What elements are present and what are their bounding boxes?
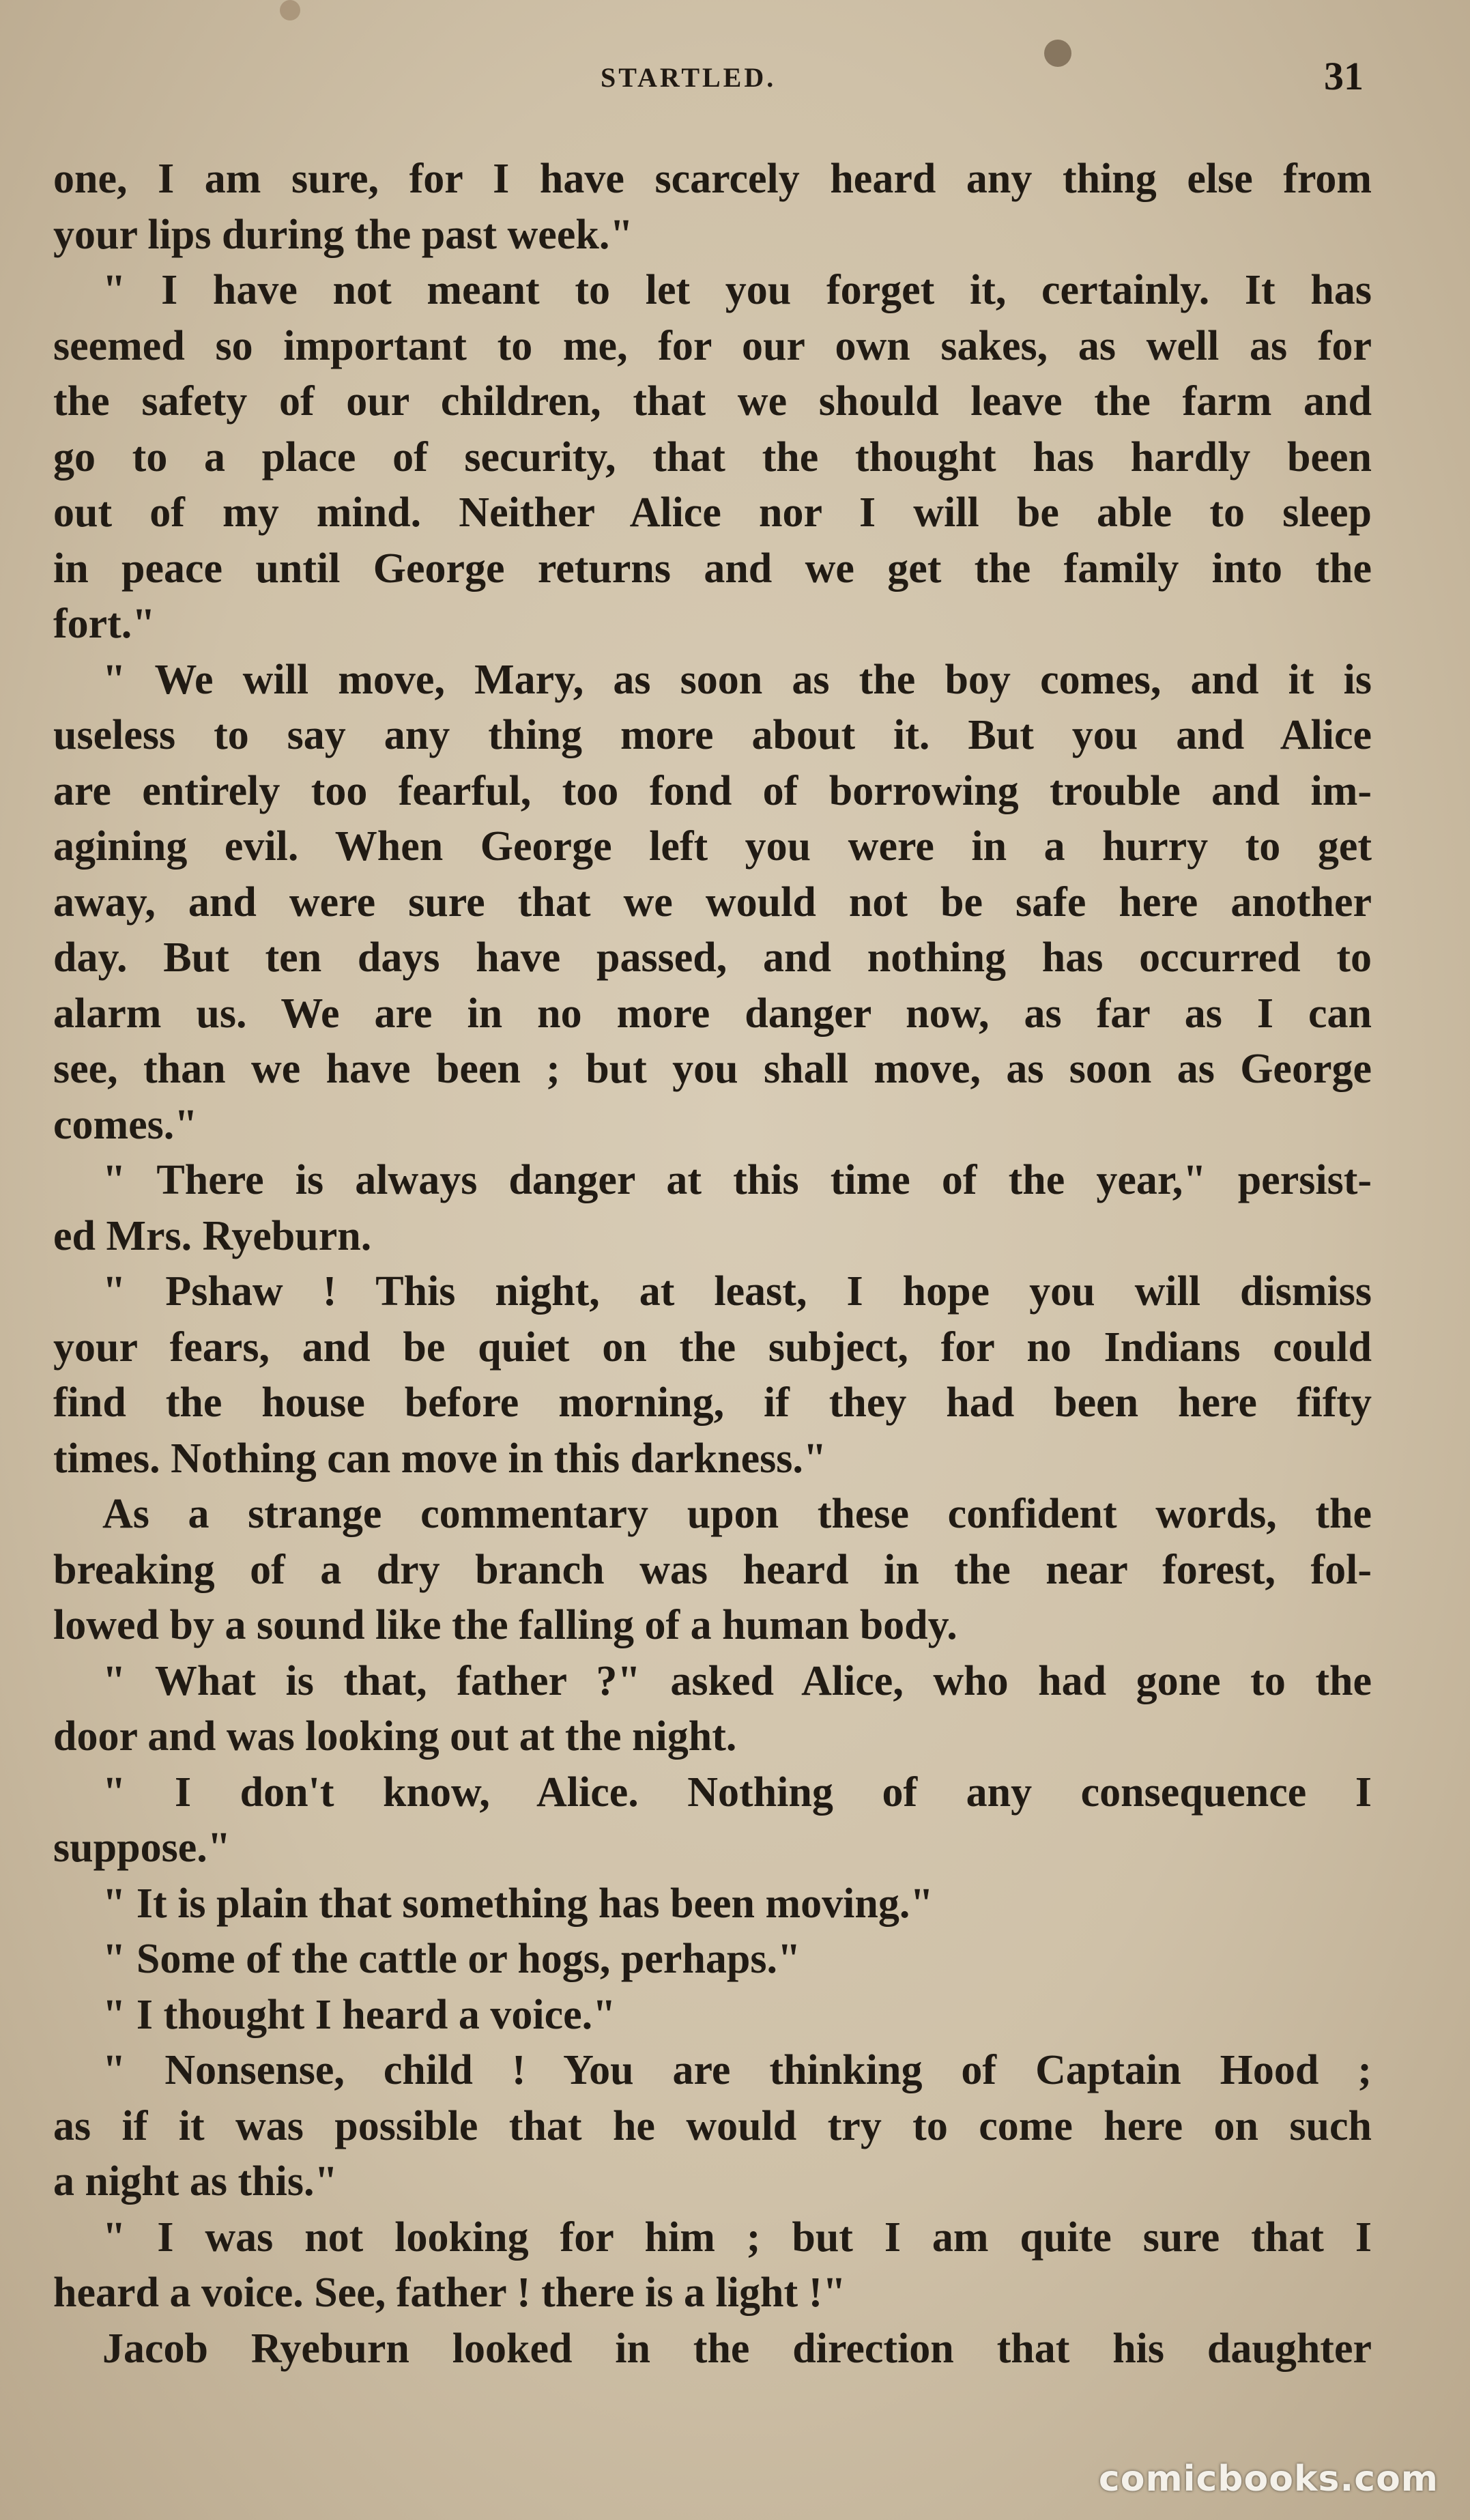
- text-line: " There is always danger at this time of the year," persist-: [102, 1157, 1372, 1203]
- text-line: useless to say any thing more about it. But you and Alice: [53, 712, 1372, 758]
- watermark: comicbooks.com: [1098, 2459, 1439, 2500]
- text-line: ed Mrs. Ryeburn.: [53, 1212, 372, 1259]
- text-line: " I thought I heard a voice.": [102, 1991, 616, 2038]
- text-line: " I was not looking for him ; but I am quite sure that I: [102, 2214, 1372, 2261]
- text-line: suppose.": [53, 1824, 231, 1871]
- text-line: your lips during the past week.": [53, 211, 633, 258]
- text-line: " It is plain that something has been moving.": [102, 1880, 934, 1927]
- text-line: alarm us. We are in no more danger now, as far as I can: [53, 990, 1372, 1037]
- text-line: times. Nothing can move in this darkness.": [53, 1435, 827, 1482]
- text-line: breaking of a dry branch was heard in the near forest, fol-: [53, 1546, 1372, 1593]
- paper-stain: [280, 0, 300, 20]
- text-line: fort.": [53, 601, 156, 647]
- text-line: find the house before morning, if they had been here fifty: [53, 1379, 1372, 1426]
- text-line: " I have not meant to let you forget it, certainly. It has: [102, 267, 1372, 313]
- text-line: as if it was possible that he would try to come here on such: [53, 2102, 1372, 2149]
- text-line: seemed so important to me, for our own sakes, as well as for: [53, 322, 1372, 369]
- text-line: " Nonsense, child ! You are thinking of Captain Hood ;: [102, 2047, 1372, 2093]
- text-line: are entirely too fearful, too fond of borrowing trouble and im-: [53, 767, 1372, 814]
- page-header: [0, 49, 1470, 104]
- text-line: " Pshaw ! This night, at least, I hope you will dismiss: [102, 1268, 1372, 1315]
- page-number: 31: [1324, 54, 1364, 98]
- text-line: " Some of the cattle or hogs, perhaps.": [102, 1936, 801, 1982]
- text-line: comes.": [53, 1101, 198, 1148]
- body-text: [53, 152, 1372, 2377]
- text-line: " I don't know, Alice. Nothing of any consequence I: [102, 1769, 1372, 1816]
- text-line: As a strange commentary upon these confident words, the: [102, 1491, 1372, 1537]
- text-line: agining evil. When George left you were in a hurry to get: [53, 823, 1372, 870]
- text-line: see, than we have been ; but you shall move, as soon as George: [53, 1046, 1372, 1092]
- text-line: away, and were sure that we would not be safe here another: [53, 878, 1372, 926]
- text-line: " What is that, father ?" asked Alice, who had gone to the: [102, 1657, 1372, 1704]
- text-line: in peace until George returns and we get the family into the: [53, 545, 1372, 592]
- text-line: door and was looking out at the night.: [53, 1713, 737, 1760]
- text-line: one, I am sure, for I have scarcely heard any thing else from: [53, 156, 1372, 202]
- text-line: heard a voice. See, father ! there is a light !": [53, 2270, 846, 2316]
- text-line: the safety of our children, that we should leave the farm and: [53, 378, 1372, 425]
- text-line: go to a place of security, that the thought has hardly been: [53, 433, 1372, 481]
- text-line: a night as this.": [53, 2158, 338, 2205]
- text-line: day. But ten days have passed, and nothing has occurred to: [53, 934, 1372, 981]
- running-title: STARTLED.: [601, 62, 777, 93]
- text-line: out of my mind. Neither Alice nor I will be able to sleep: [53, 489, 1372, 536]
- text-line: Jacob Ryeburn looked in the direction that his daughter: [102, 2325, 1372, 2372]
- text-line: " We will move, Mary, as soon as the boy comes, and it is: [102, 656, 1372, 703]
- text-line: your fears, and be quiet on the subject, for no Indians could: [53, 1323, 1372, 1371]
- text-line: lowed by a sound like the falling of a human body.: [53, 1602, 957, 1648]
